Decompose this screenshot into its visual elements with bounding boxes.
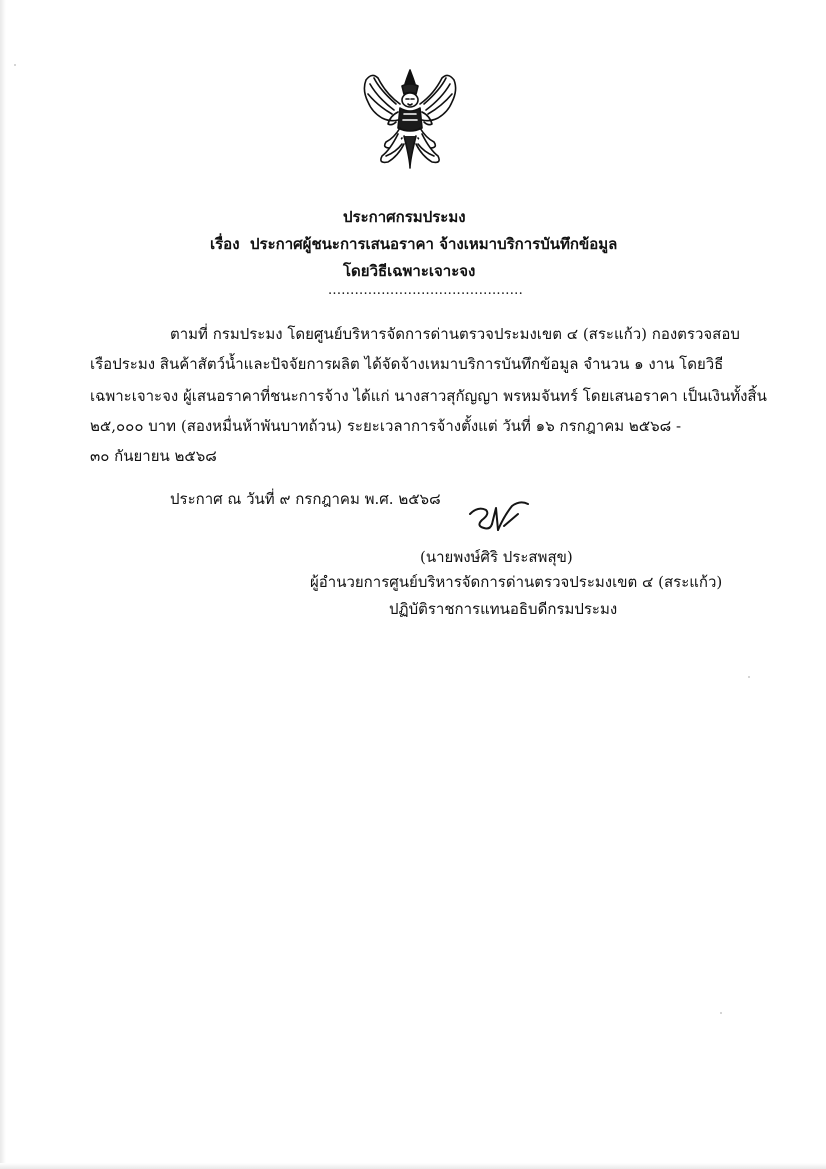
body-line: ตามที่ กรมประมง โดยศูนย์บริหารจัดการด่านตรวจประมงเขต ๔ (สระแก้ว) กองตรวจสอบ (170, 325, 740, 343)
body-line: ๓๐ กันยายน ๒๕๖๘ (90, 447, 217, 465)
body-line: เรือประมง สินค้าสัตว์น้ำและปัจจัยการผลิต ได้จัดจ้างเหมาบริการบันทึกข้อมูล จำนวน ๑ งาน โดยวิธี (90, 355, 724, 373)
scan-speck (720, 1012, 722, 1014)
body-line: ๒๕,๐๐๐ บาท (สองหมื่นห้าพันบาทถ้วน) ระยะเวลาการจ้างตั้งแต่ วันที่ ๑๖ กรกฎาคม ๒๕๖๘ - (90, 417, 682, 435)
body-line: เฉพาะเจาะจง ผู้เสนอราคาที่ชนะการจ้าง ได้แก่ นางสาวสุกัญญา พรหมจันทร์ โดยเสนอราคา เป็นเงินทั้งสิ้น (90, 387, 767, 405)
signatory-position: ผู้อำนวยการศูนย์บริหารจัดการด่านตรวจประมงเขต ๔ (สระแก้ว) (310, 573, 723, 591)
separator-dots: ............................................ (328, 283, 524, 298)
scan-speck (14, 64, 16, 66)
signatory-name: (นายพงษ์ศิริ ประสพสุข) (420, 548, 573, 566)
garuda-emblem-icon (356, 64, 464, 174)
scan-edge-left (0, 0, 6, 1169)
subject-label: เรื่อง (210, 235, 240, 253)
subject-row (210, 232, 617, 256)
document-title: ประกาศกรมประมง (343, 208, 466, 226)
handwritten-signature (462, 496, 542, 540)
subject-line-1: ประกาศผู้ชนะการเสนอราคา จ้างเหมาบริการบันทึกข้อมูล (250, 235, 618, 253)
announcement-date: ประกาศ ณ วันที่ ๙ กรกฎาคม พ.ศ. ๒๕๖๘ (170, 490, 441, 508)
scan-speck (748, 676, 750, 678)
subject-line-2: โดยวิธีเฉพาะเจาะจง (343, 262, 476, 280)
scan-edge-bottom (0, 1163, 826, 1169)
signatory-acting-for: ปฏิบัติราชการแทนอธิบดีกรมประมง (389, 600, 618, 618)
